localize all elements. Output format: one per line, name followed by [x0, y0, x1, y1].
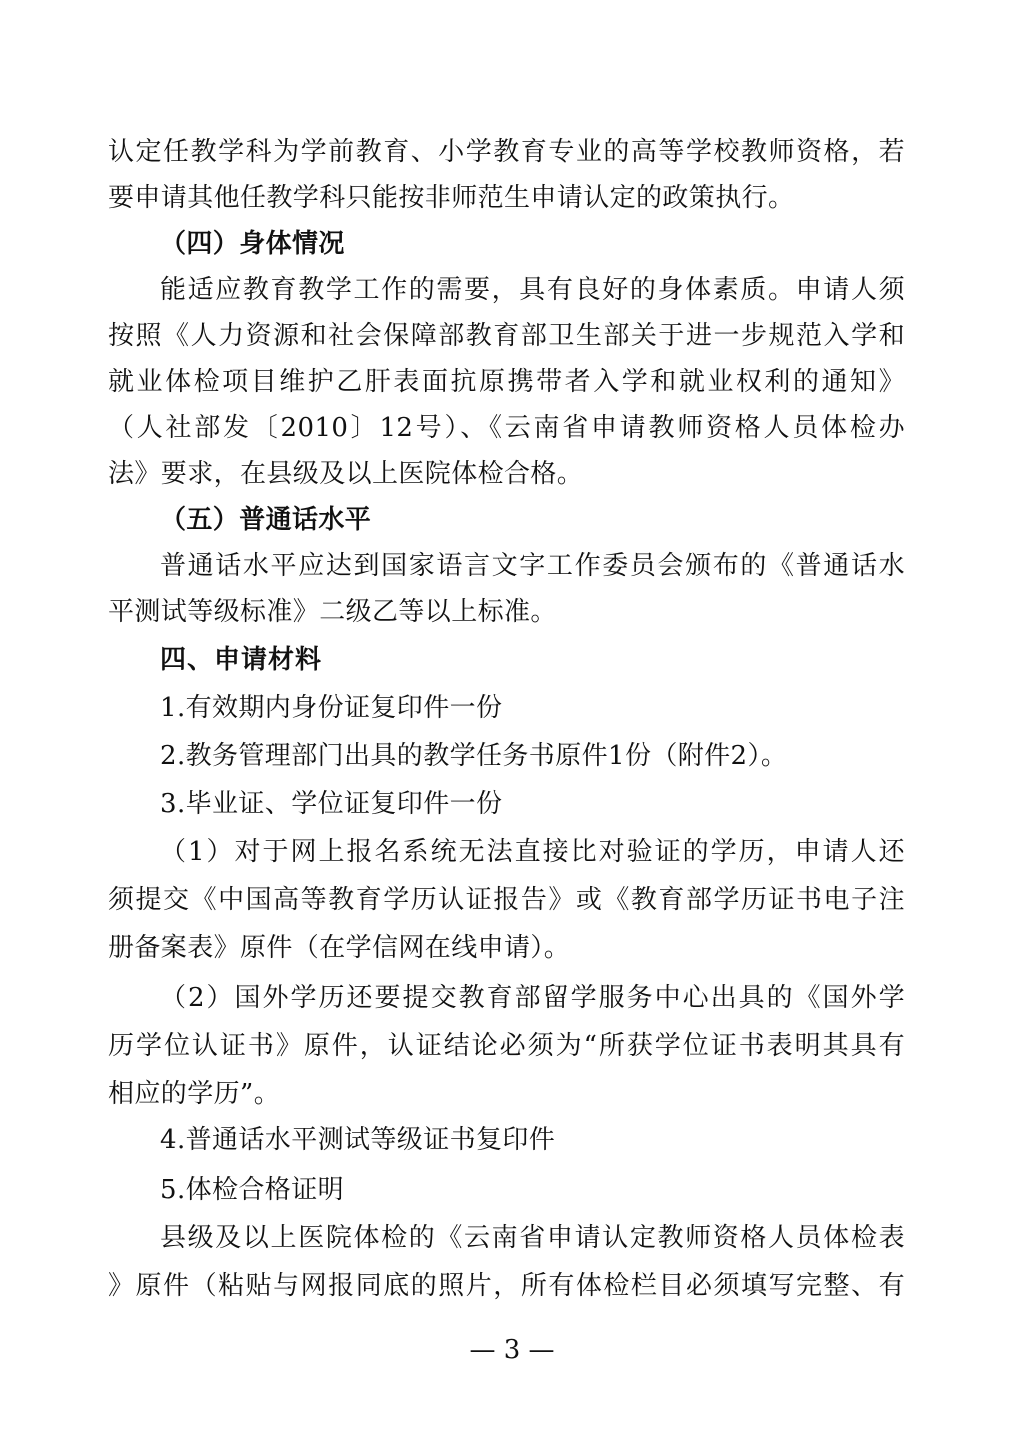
section-heading-mandarin: （五）普通话水平	[160, 505, 372, 535]
note-line: 历学位认证书》原件，认证结论必须为“所获学位证书表明其具有	[108, 1031, 905, 1061]
list-item: 4.普通话水平测试等级证书复印件	[160, 1125, 556, 1155]
note-line: 相应的学历”。	[108, 1079, 281, 1109]
paragraph-line: 平测试等级标准》二级乙等以上标准。	[108, 597, 557, 627]
section-heading-physical: （四）身体情况	[160, 229, 345, 259]
paragraph-line: 法》要求，在县级及以上医院体检合格。	[108, 459, 584, 489]
note-line: （2）国外学历还要提交教育部留学服务中心出具的《国外学	[160, 983, 905, 1013]
page-number: — 3 —	[469, 1335, 555, 1365]
paragraph-line: （人社部发〔2010〕12号）、《云南省申请教师资格人员体检办	[108, 413, 905, 443]
note-line: 册备案表》原件（在学信网在线申请）。	[108, 933, 571, 963]
note-line: （1）对于网上报名系统无法直接比对验证的学历，申请人还	[160, 837, 905, 867]
paragraph-line: 要申请其他任教学科只能按非师范生申请认定的政策执行。	[108, 183, 795, 213]
section-heading-materials: 四、申请材料	[160, 645, 323, 675]
paragraph-line: 就业体检项目维护乙肝表面抗原携带者入学和就业权利的通知》	[108, 367, 905, 397]
note-line: 须提交《中国高等教育学历认证报告》或《教育部学历证书电子注	[108, 885, 905, 915]
paragraph-line: 普通话水平应达到国家语言文字工作委员会颁布的《普通话水	[160, 551, 905, 581]
list-item: 1.有效期内身份证复印件一份	[160, 693, 503, 723]
list-item: 5.体检合格证明	[160, 1175, 345, 1205]
paragraph-line: 按照《人力资源和社会保障部教育部卫生部关于进一步规范入学和	[108, 321, 905, 351]
list-item: 2.教务管理部门出具的教学任务书原件1份（附件2）。	[160, 741, 788, 771]
paragraph-line: 能适应教育教学工作的需要，具有良好的身体素质。申请人须	[160, 275, 905, 305]
paragraph-line: 县级及以上医院体检的《云南省申请认定教师资格人员体检表	[160, 1223, 905, 1253]
list-item: 3.毕业证、学位证复印件一份	[160, 789, 503, 819]
paragraph-line: 》原件（粘贴与网报同底的照片，所有体检栏目必须填写完整、有	[108, 1271, 905, 1301]
paragraph-line: 认定任教学科为学前教育、小学教育专业的高等学校教师资格，若	[108, 137, 905, 167]
